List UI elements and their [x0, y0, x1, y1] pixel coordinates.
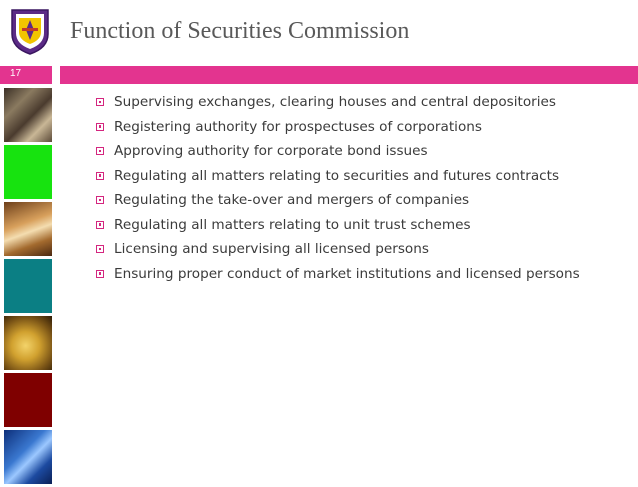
square-bullet-icon [96, 172, 104, 180]
square-bullet-icon [96, 147, 104, 155]
slide-number: 17 [10, 68, 22, 79]
color-tile-maroon [4, 373, 52, 427]
color-tile-teal [4, 259, 52, 313]
square-bullet-icon [96, 245, 104, 253]
list-item: Supervising exchanges, clearing houses and central depositories [96, 92, 580, 117]
slide-number-box [0, 66, 52, 84]
square-bullet-icon [96, 123, 104, 131]
header-accent-bar [60, 66, 638, 84]
list-item: Regulating the take-over and mergers of companies [96, 190, 580, 215]
square-bullet-icon [96, 196, 104, 204]
list-item: Licensing and supervising all licensed persons [96, 239, 580, 264]
square-bullet-icon [96, 221, 104, 229]
bullet-list [96, 92, 580, 288]
photo-tile-coins [4, 316, 52, 370]
list-item: Ensuring proper conduct of market institutions and licensed persons [96, 264, 580, 289]
photo-tile-stock-chart [4, 430, 52, 484]
square-bullet-icon [96, 98, 104, 106]
list-item: Registering authority for prospectuses of corporations [96, 117, 580, 142]
square-bullet-icon [96, 270, 104, 278]
university-crest-logo [8, 6, 52, 56]
decorative-image-strip [4, 88, 52, 487]
list-item: Regulating all matters relating to securities and futures contracts [96, 166, 580, 191]
photo-tile-texture [4, 88, 52, 142]
photo-tile-book [4, 202, 52, 256]
slide-title: Function of Securities Commission [70, 18, 410, 44]
color-tile-green [4, 145, 52, 199]
list-item: Approving authority for corporate bond issues [96, 141, 580, 166]
list-item: Regulating all matters relating to unit trust schemes [96, 215, 580, 240]
